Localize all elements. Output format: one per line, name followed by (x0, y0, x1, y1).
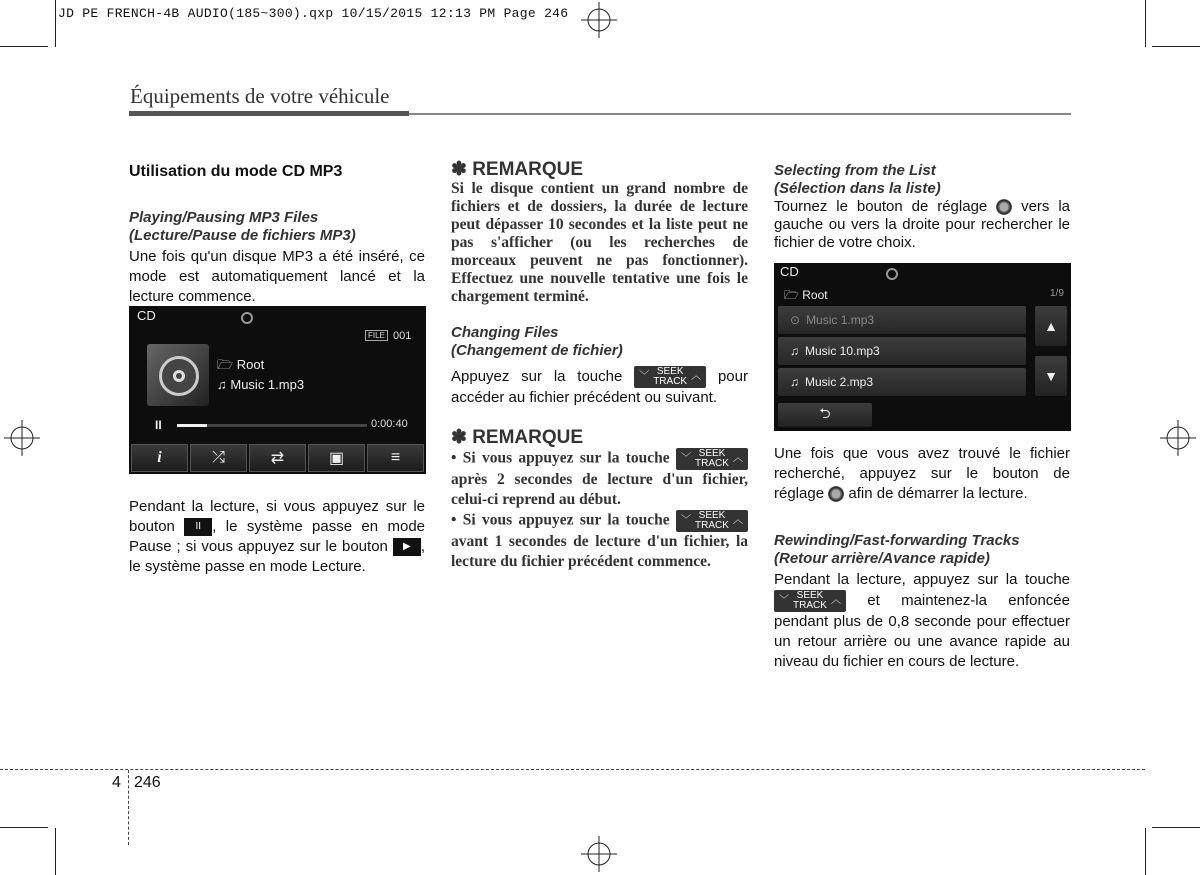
tune-knob-icon (996, 199, 1012, 215)
track-name: Music 1.mp3 (230, 377, 305, 392)
disc-indicator-icon (886, 268, 898, 280)
list-button[interactable]: ≡ (367, 444, 424, 472)
file-number: 001 (393, 330, 412, 342)
subheading-fr: (Changement de fichier) (451, 342, 623, 359)
paragraph: Tournez le bouton de réglage vers la gauche ou vers la droite pour rechercher le fichier de votre choix. (774, 198, 1070, 251)
subheading-en: Playing/Pausing MP3 Files (129, 209, 319, 226)
list-item[interactable]: ♫ Music 2.mp3 (778, 368, 1026, 396)
list-item[interactable]: ♫ Music 10.mp3 (778, 337, 1026, 365)
remarque-title: ✽ REMARQUE (451, 159, 584, 180)
folder-name: Root (236, 357, 265, 372)
tune-knob-icon (828, 486, 844, 502)
paragraph: Pendant la lecture, appuyez sur la touche ﹀ SEEK TRACK ︿ et maintenez-la enfoncée pendant plus de 0,8 seconde pour effectuer un retour arrière ou une avance rapide au niveau du fichier en cours de lecture. (774, 571, 1070, 670)
pause-icon[interactable]: II (155, 418, 162, 432)
seek-track-button-icon: ﹀ SEEK TRACK ︿ (634, 366, 706, 388)
file-badge: FILE (365, 330, 388, 341)
paragraph: Une fois qu'un disque MP3 a été inséré, ce mode est automatiquement lancé et la lecture commence. (129, 248, 425, 305)
section-title: Équipements de votre véhicule (130, 84, 390, 108)
column-left (129, 162, 425, 307)
subheading-en: Rewinding/Fast-forwarding Tracks (774, 532, 1020, 549)
album-art (147, 344, 209, 406)
music-note-icon: ♫ (790, 375, 799, 389)
music-note-icon: ♫ (790, 344, 799, 358)
registration-mark-icon (1160, 420, 1196, 456)
subheading-fr: (Sélection dans la liste) (774, 180, 941, 197)
mode-label: CD (780, 264, 799, 279)
elapsed-time: 0:00:40 (371, 418, 408, 430)
title-rule-light (409, 113, 1071, 115)
music-note-icon: ♫ (217, 377, 227, 392)
folder-icon: 🗁 (217, 357, 234, 372)
mode-label: CD (137, 308, 156, 323)
progress-fill (177, 424, 207, 427)
back-button[interactable]: ⮌ (778, 403, 872, 427)
subheading-fr: (Retour arrière/Avance rapide) (774, 550, 990, 567)
remarque-bullet: • Si vous appuyez sur la touche ﹀ SEEK TRACK ︿ après 2 secondes de lecture d'un fichier, celui-ci reprend au début. (451, 448, 748, 508)
title-rule (129, 111, 409, 116)
paragraph-pause-play: Pendant la lecture, si vous appuyez sur le bouton II , le système passe en mode Pause ; si vous appuyez sur le bouton ▶ , le système passe en mode Lecture. (129, 498, 426, 575)
list-item[interactable]: ⊙ Music 1.mp3 (778, 306, 1026, 334)
remarque-title: ✽ REMARQUE (451, 427, 584, 448)
shuffle-button[interactable]: ⤮ (190, 444, 247, 472)
function-bar (131, 444, 424, 472)
column-right (774, 162, 1070, 252)
page-number: 246 (134, 774, 161, 791)
seek-track-button-icon: ﹀ SEEK TRACK ︿ (676, 448, 748, 470)
item-count: 1/9 (1050, 288, 1064, 299)
crop-mark (1145, 828, 1146, 875)
footer-divider (128, 770, 129, 845)
pause-button-icon: II (184, 518, 212, 536)
chapter-number: 4 (112, 774, 121, 791)
subheading-en: Selecting from the List (774, 162, 936, 179)
cd-list-screen (774, 263, 1071, 431)
subheading-en: Changing Files (451, 324, 559, 341)
cd-mp3-screen (129, 306, 426, 474)
print-slug: JD PE FRENCH-4B AUDIO(185~300).qxp 10/15/2015 12:13 PM Page 246 (58, 6, 569, 21)
scroll-down-button[interactable]: ▼ (1035, 356, 1067, 396)
column-middle (451, 160, 748, 572)
registration-mark-icon (581, 2, 617, 38)
heading-cd-mp3: Utilisation du mode CD MP3 (129, 163, 343, 180)
folder-icon: 🗁 (784, 288, 799, 302)
copy-button[interactable]: ▣ (308, 444, 365, 472)
column-right-lower (774, 444, 1070, 672)
crop-mark (1152, 827, 1200, 828)
registration-mark-icon (581, 836, 617, 872)
play-circle-icon: ⊙ (790, 313, 801, 327)
seek-track-button-icon: ﹀ SEEK TRACK ︿ (774, 590, 846, 612)
paragraph: Une fois que vous avez trouvé le fichier recherché, appuyez sur le bouton de réglage afin de démarrer la lecture. (774, 445, 1070, 502)
remarque-bullet: • Si vous appuyez sur la touche ﹀ SEEK TRACK ︿ avant 1 secondes de lecture d'un fichier, la lecture du fichier précédent commence. (451, 510, 748, 570)
progress-track (207, 424, 367, 427)
scroll-up-button[interactable]: ▲ (1035, 306, 1067, 346)
footer-rule (0, 769, 1145, 770)
paragraph: Appuyez sur la touche ﹀ SEEK TRACK ︿ pour accéder au fichier précédent ou suivant. (451, 366, 748, 406)
registration-mark-icon (4, 420, 40, 456)
play-button-icon: ▶ (393, 538, 421, 556)
disc-indicator-icon (241, 312, 253, 324)
folder-row: 🗁 Root (784, 288, 828, 302)
crop-mark (0, 46, 48, 47)
crop-mark (55, 0, 56, 47)
repeat-button[interactable]: ⇄ (249, 444, 306, 472)
track-row (217, 377, 304, 392)
info-button[interactable]: i (131, 444, 188, 472)
crop-mark (0, 827, 48, 828)
subheading-fr: (Lecture/Pause de fichiers MP3) (129, 227, 356, 244)
folder-row (217, 356, 264, 378)
seek-track-button-icon: ﹀ SEEK TRACK ︿ (676, 510, 748, 532)
crop-mark (1152, 46, 1200, 47)
crop-mark (1145, 0, 1146, 47)
crop-mark (55, 828, 56, 875)
remarque-text: Si le disque contient un grand nombre de fichiers et de dossiers, la durée de lecture peut dépasser 10 secondes et la liste peut ne pas s'afficher (ou les recherches de morceaux peuvent ne pas fonctionner). Effectuez une nouvelle tentative une fois le chargement terminé. (451, 180, 748, 305)
disc-icon (159, 356, 199, 396)
